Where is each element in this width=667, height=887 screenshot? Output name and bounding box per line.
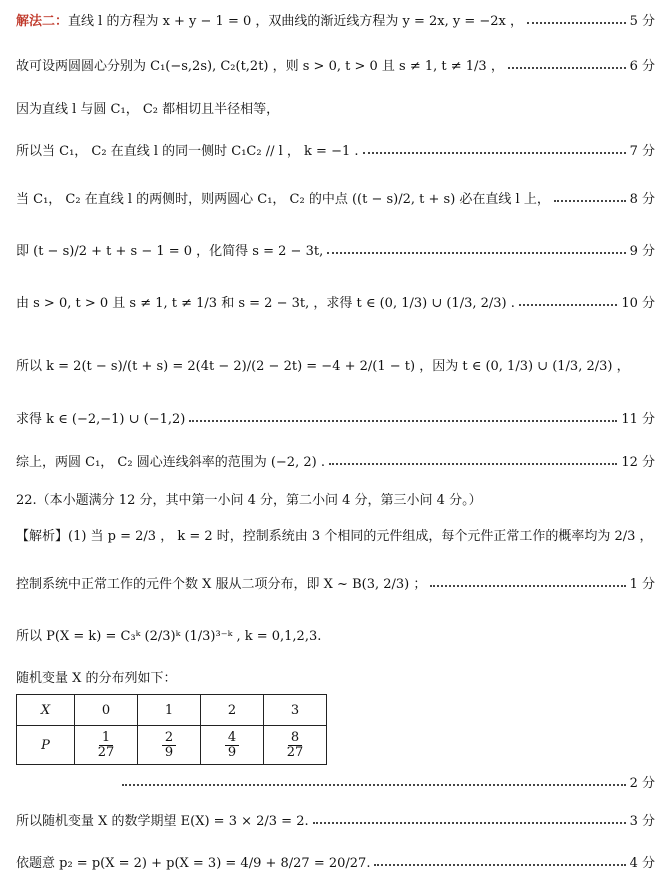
table-cell: 2 [201, 695, 264, 726]
fraction [225, 731, 239, 761]
table-cell [264, 726, 327, 765]
line-text: 依题意 p₂ = p(X = 2) + p(X = 3) = 4/9 + 8/27 = 20/27. [16, 856, 371, 871]
line-text: 所以随机变量 X 的数学期望 E(X) = 3 × 2/3 = 2. [16, 814, 309, 829]
analysis-line-5 [16, 810, 655, 829]
score-label: 9 分 [629, 244, 655, 259]
dot-leader [329, 463, 617, 465]
numerator: 2 [162, 731, 176, 746]
analysis-line-2 [16, 573, 655, 592]
denominator: 27 [286, 745, 304, 760]
table-cell: 0 [75, 695, 138, 726]
dot-leader [122, 784, 626, 786]
dot-leader [508, 67, 626, 69]
score-label: 10 分 [621, 296, 655, 311]
fraction [162, 731, 176, 761]
line-text: 求得 k ∈ (−2,−1) ∪ (−1,2) [16, 412, 186, 427]
line-text: 所以 P(X = k) = C₃ᵏ (2/3)ᵏ (1/3)³⁻ᵏ , k = 0,1,2,3. [16, 629, 322, 644]
solution-line-6 [16, 240, 655, 259]
question-header [16, 489, 655, 508]
score-label: 11 分 [621, 412, 655, 427]
line-text: 由 s > 0, t > 0 且 s ≠ 1, t ≠ 1/3 和 s = 2 − 3t, ，求得 t ∈ (0, 1/3) ∪ (1/3, 2/3) . [16, 296, 515, 311]
denominator: 27 [97, 745, 115, 760]
solution-line-9 [16, 408, 655, 427]
score-label: 4 分 [629, 856, 655, 871]
solution-line-10 [16, 451, 655, 470]
dot-leader [189, 420, 617, 422]
solution-line-4 [16, 140, 655, 159]
dot-leader [363, 152, 626, 154]
table-cell [75, 726, 138, 765]
solution-line-8 [16, 355, 655, 374]
score-label: 6 分 [629, 59, 655, 74]
line-text: 所以 k = 2(t − s)/(t + s) = 2(4t − 2)/(2 − 2t) = −4 + 2/(1 − t) ，因为 t ∈ (0, 1/3) ∪ (1/3, 2/3) ， [16, 359, 630, 374]
table-row [17, 726, 327, 765]
score-label: 12 分 [621, 455, 655, 470]
distribution-table [16, 694, 327, 765]
score-label: 3 分 [629, 814, 655, 829]
score-label: 2 分 [629, 776, 655, 791]
table-cell [138, 726, 201, 765]
analysis-line-4 [16, 667, 655, 686]
line-text: 所以当 C₁， C₂ 在直线 l 的同一侧时 C₁C₂ // l ， k = −1 . [16, 144, 359, 159]
score-label: 7 分 [629, 144, 655, 159]
denominator: 9 [164, 745, 174, 760]
line-text: 故可设两圆圆心分别为 C₁(−s,2s), C₂(t,2t) ，则 s > 0, t > 0 且 s ≠ 1, t ≠ 1/3 ， [16, 59, 504, 74]
table-cell [201, 726, 264, 765]
solution-line-7 [16, 292, 655, 311]
fraction [98, 731, 115, 761]
dot-leader [313, 822, 626, 824]
table-cell: X [17, 695, 75, 726]
line-text: 当 C₁， C₂ 在直线 l 的两侧时，则两圆心 C₁， C₂ 的中点 ((t − s)/2, t + s) 必在直线 l 上， [16, 192, 550, 207]
method-label: 解法二： [16, 14, 69, 29]
line-text: 控制系统中正常工作的元件个数 X 服从二项分布，即 X ~ B(3, 2/3) ； [16, 577, 427, 592]
solution-line-1 [16, 10, 655, 29]
fraction [287, 731, 304, 761]
analysis-line-1 [16, 525, 655, 544]
dot-leader [430, 585, 625, 587]
dot-leader [327, 252, 625, 254]
numerator: 1 [99, 731, 113, 746]
table-cell: 3 [264, 695, 327, 726]
table-cell: 1 [138, 695, 201, 726]
dot-leader [554, 200, 626, 202]
dot-leader [527, 22, 626, 24]
analysis-line-3 [16, 625, 655, 644]
numerator: 8 [288, 731, 302, 746]
line-text: 22.（本小题满分 12 分，其中第一小问 4 分，第二小问 4 分，第三小问 4 分。） [16, 493, 482, 508]
score-label: 8 分 [629, 192, 655, 207]
line-text: 随机变量 X 的分布列如下： [16, 671, 177, 686]
table-header-row [17, 695, 327, 726]
score-line-2 [118, 772, 655, 791]
denominator: 9 [227, 745, 237, 760]
score-label: 1 分 [629, 577, 655, 592]
analysis-line-6 [16, 852, 655, 871]
line-text: 【解析】(1) 当 p = 2/3 ， k = 2 时，控制系统由 3 个相同的元件组成，每个元件正常工作的概率均为 2/3 ， [16, 529, 653, 544]
line-text: 即 (t − s)/2 + t + s − 1 = 0 ，化简得 s = 2 − 3t, [16, 244, 324, 259]
solution-line-2 [16, 55, 655, 74]
dot-leader [374, 864, 625, 866]
line-text: 因为直线 l 与圆 C₁， C₂ 都相切且半径相等， [16, 102, 280, 117]
solution-line-3 [16, 98, 655, 117]
table-cell: P [17, 726, 75, 765]
line-text: 直线 l 的方程为 x + y − 1 = 0 ，双曲线的渐近线方程为 y = 2x, y = −2x ， [68, 14, 524, 29]
numerator: 4 [225, 731, 239, 746]
solution-line-5 [16, 188, 655, 207]
score-label: 5 分 [629, 14, 655, 29]
line-text: 综上，两圆 C₁， C₂ 圆心连线斜率的范围为 (−2, 2) . [16, 455, 325, 470]
dot-leader [519, 304, 617, 306]
